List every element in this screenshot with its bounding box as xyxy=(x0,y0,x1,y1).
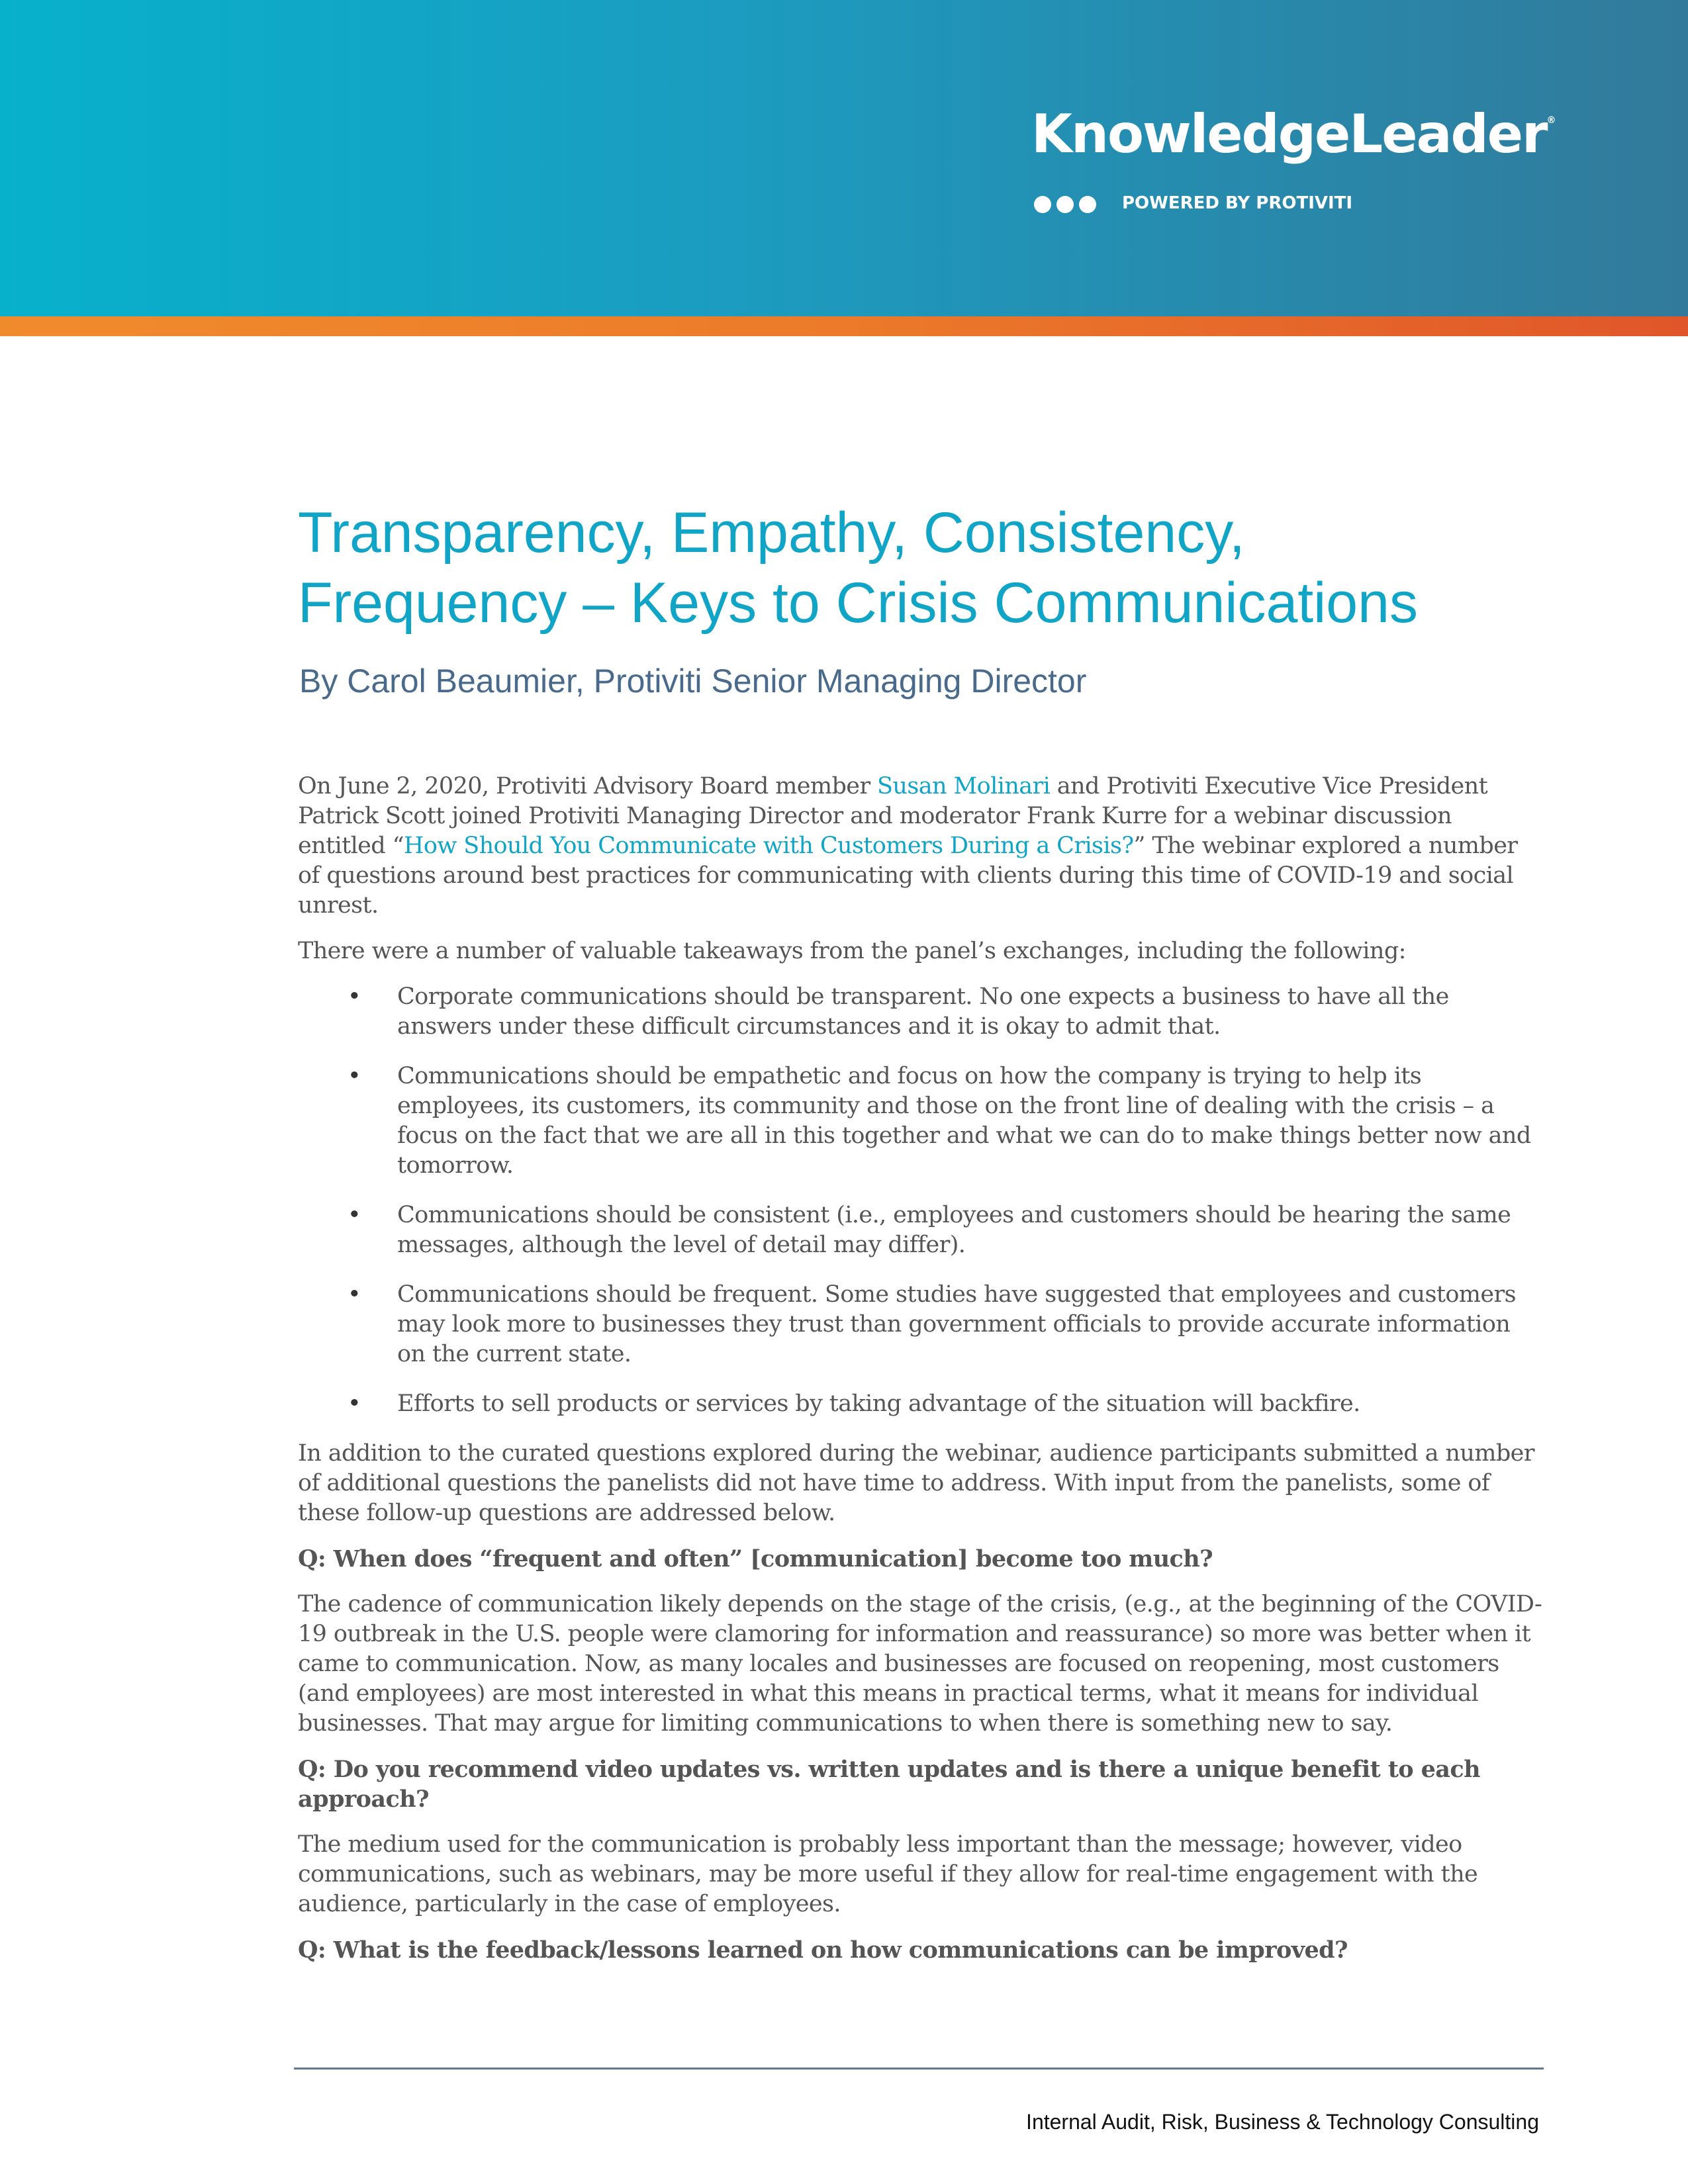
footer-text: Internal Audit, Risk, Business & Technology Consulting xyxy=(1026,2110,1539,2134)
followup-intro: In addition to the curated questions explored during the webinar, audience participants submitted a number of additional questions the panelists did not have time to address. With input from the panelists, some of these follow-up questions are addressed below. xyxy=(298,1440,1534,1526)
question-heading: Q: Do you recommend video updates vs. written updates and is there a unique benefit to each approach? xyxy=(298,1756,1480,1813)
title-line-2: Frequency – Keys to Crisis Communications xyxy=(298,571,1418,635)
bullet-icon: • xyxy=(348,1063,361,1089)
bullet-icon: • xyxy=(348,983,361,1010)
takeaways-intro: There were a number of valuable takeaways from the panel’s exchanges, including the following: xyxy=(298,938,1406,964)
answer-paragraph: The cadence of communication likely depends on the stage of the crisis, (e.g., at the beginning of the COVID-19 outbreak in the U.S. people were clamoring for information and reassurance) so more was better when it came to communication. Now, as many locales and businesses are focused on reopening, most customers (and employees) are most interested in what this means in practical terms, what it means for individual businesses. That may argue for limiting communications to when there is something new to say. xyxy=(298,1591,1542,1737)
bullet-icon: • xyxy=(348,1202,361,1228)
article-body xyxy=(298,772,1542,1981)
registered-mark: ® xyxy=(1546,115,1556,126)
title-line-1: Transparency, Empathy, Consistency, xyxy=(298,501,1245,565)
question-heading: Q: What is the feedback/lessons learned on how communications can be improved? xyxy=(298,1936,1348,1964)
list-item: • Corporate communications should be transparent. No one expects a business to have all the answers under these difficult circumstances and it is okay to admit that. xyxy=(348,983,1449,1040)
byline: By Carol Beaumier, Protiviti Senior Managing Director xyxy=(299,662,1087,700)
list-item: • Efforts to sell products or services by taking advantage of the situation will backfire. xyxy=(397,1389,1542,1419)
list-item: • Communications should be frequent. Some studies have suggested that employees and customers may look more to businesses they trust than government officials to provide accurate information on the current state. xyxy=(348,1281,1516,1367)
susan-molinari-link[interactable]: Susan Molinari xyxy=(877,773,1051,799)
header-band xyxy=(0,0,1688,316)
brand-name: KnowledgeLeader xyxy=(1031,103,1547,165)
brand-dots-icon xyxy=(1034,196,1096,213)
webinar-link[interactable]: How Should You Communicate with Customers During a Crisis? xyxy=(403,833,1134,859)
bullet-icon: • xyxy=(348,1281,361,1308)
list-item: • Communications should be consistent (i.e., employees and customers should be hearing the same messages, although the level of detail may differ). xyxy=(348,1202,1511,1258)
list-item: • Communications should be empathetic and focus on how the company is trying to help its employees, its customers, its community and those on the front line of dealing with the crisis – a focus on the fact that we are all in this together and what we can do to make things better now and tomorrow. xyxy=(348,1063,1531,1179)
intro-paragraph: On June 2, 2020, Protiviti Advisory Board member Susan Molinari and Protiviti Executive Vice President Patrick Scott joined Protiviti Managing Director and moderator Frank Kurre for a webinar discussion entitled “How Should You Communicate with Customers During a Crisis?” The webinar explored a number of questions around best practices for communicating with clients during this time of COVID-19 and social unrest. xyxy=(298,773,1518,919)
footer-divider xyxy=(294,2068,1544,2070)
question-heading: Q: When does “frequent and often” [communication] become too much? xyxy=(298,1545,1213,1572)
takeaways-list xyxy=(298,982,1542,1419)
bullet-icon: • xyxy=(348,1390,361,1417)
answer-paragraph: The medium used for the communication is probably less important than the message; however, video communications, such as webinars, may be more useful if they allow for real-time engagement with the audience, particularly in the case of employees. xyxy=(298,1831,1478,1917)
accent-bar xyxy=(0,316,1688,336)
brand-tagline: POWERED BY PROTIVITI xyxy=(1122,193,1353,213)
brand-logo xyxy=(1031,103,1556,165)
article-title xyxy=(298,498,1556,638)
